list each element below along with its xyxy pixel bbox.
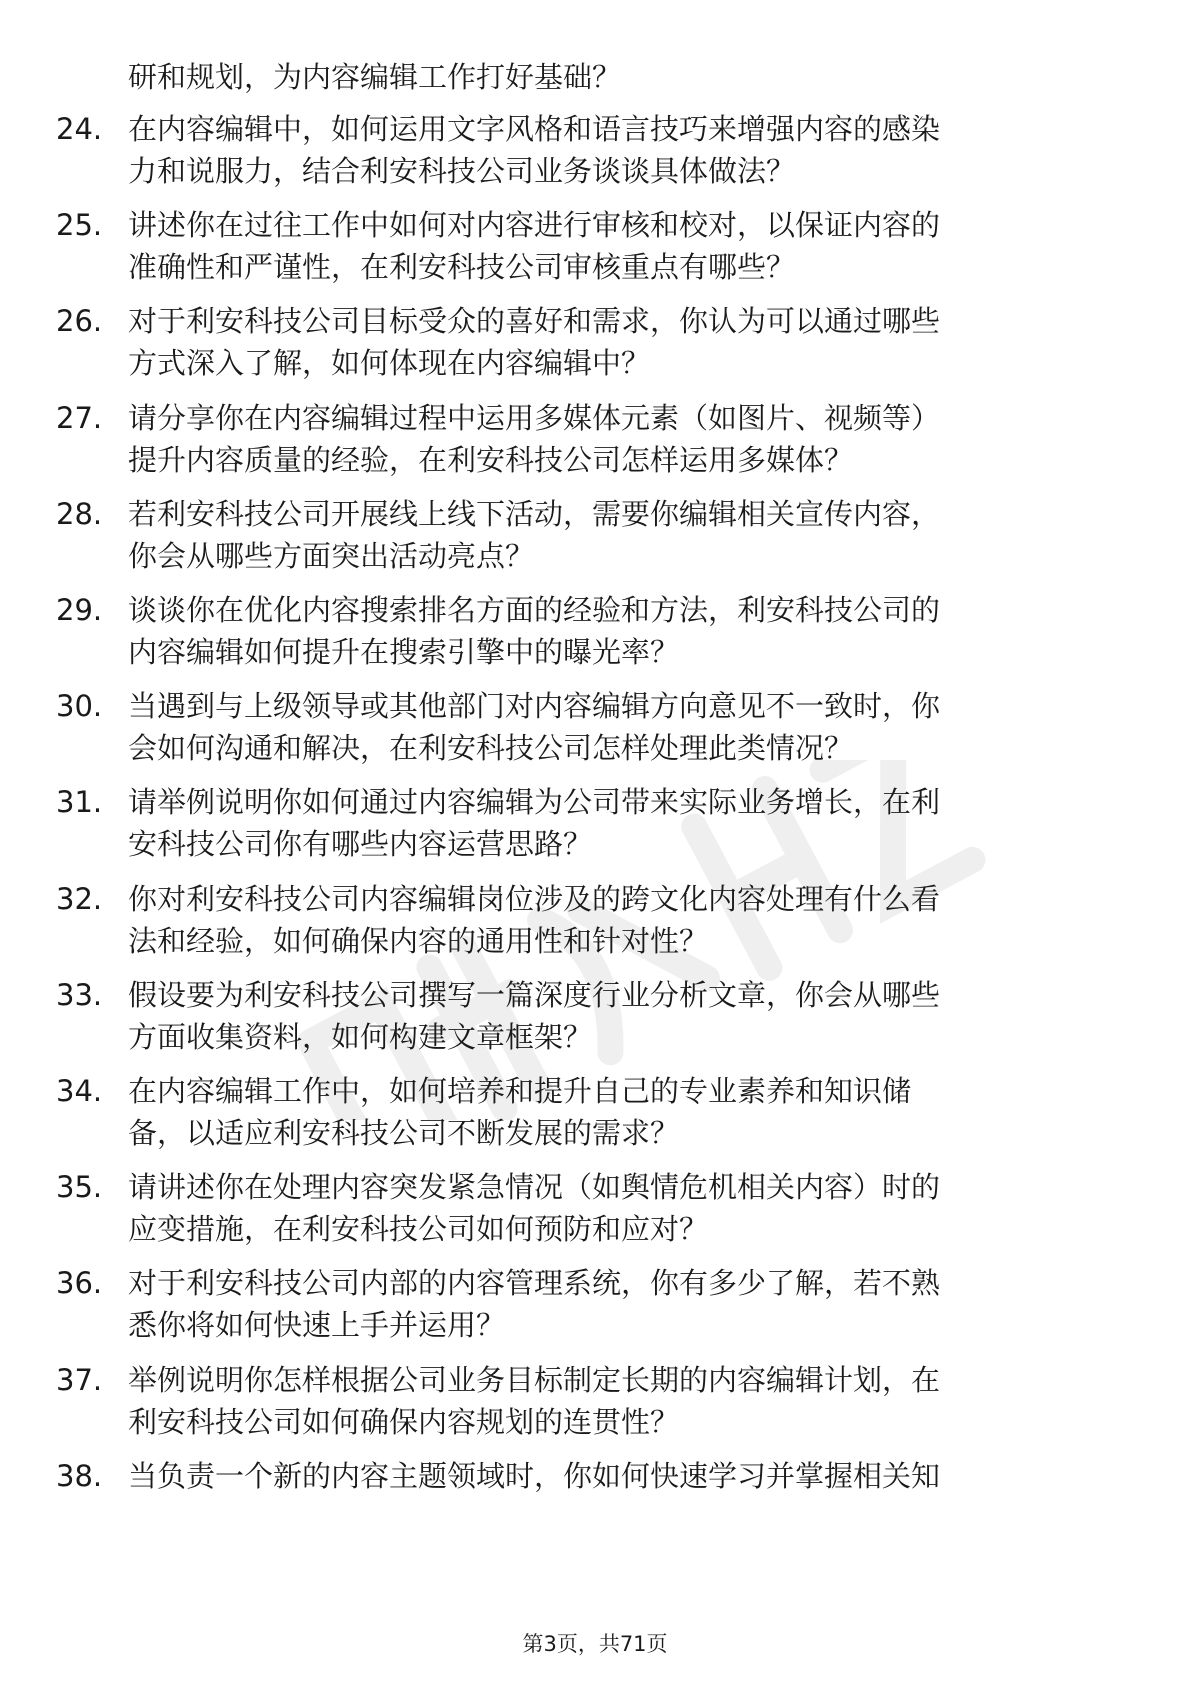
question-line: 假设要为利安科技公司撰写一篇深度行业分析文章，你会从哪些 — [128, 977, 941, 1012]
question-text — [128, 1166, 1128, 1250]
question-text — [128, 493, 1128, 577]
question-line: 对于利安科技公司目标受众的喜好和需求，你认为可以通过哪些 — [128, 304, 941, 339]
continuation-line: 研和规划，为内容编辑工作打好基础？ — [128, 60, 622, 94]
question-number: 37. — [56, 1362, 103, 1397]
question-number: 25. — [56, 208, 103, 243]
question-text — [128, 1262, 1128, 1346]
question-line: 方面收集资料，如何构建文章框架？ — [128, 1019, 593, 1054]
question-line: 力和说服力，结合利安科技公司业务谈谈具体做法？ — [128, 154, 796, 188]
question-line: 当负责一个新的内容主题领域时，你如何快速学习并掌握相关知 — [128, 1458, 941, 1493]
question-line: 你对利安科技公司内容编辑岗位涉及的跨文化内容处理有什么看 — [128, 881, 941, 916]
question-number: 36. — [56, 1266, 103, 1301]
question-line: 内容编辑如何提升在搜索引擎中的曝光率？ — [128, 635, 680, 669]
question-number: 38. — [56, 1458, 103, 1493]
question-line: 方式深入了解，如何体现在内容编辑中？ — [128, 346, 651, 381]
question-text — [128, 1455, 1128, 1497]
question-line: 在内容编辑工作中，如何培养和提升自己的专业素养和知识储 — [128, 1074, 912, 1108]
question-text — [128, 781, 1128, 865]
question-line: 谈谈你在优化内容搜索排名方面的经验和方法，利安科技公司的 — [128, 593, 941, 627]
question-text — [128, 204, 1128, 288]
question-line: 法和经验，如何确保内容的通用性和针对性？ — [128, 923, 709, 958]
question-text — [128, 589, 1128, 673]
question-line: 应变措施，在利安科技公司如何预防和应对？ — [128, 1212, 709, 1247]
question-number: 27. — [56, 400, 103, 435]
question-number: 33. — [56, 977, 103, 1012]
question-line: 提升内容质量的经验，在利安科技公司怎样运用多媒体？ — [128, 442, 854, 477]
question-number: 31. — [56, 785, 103, 820]
question-number: 30. — [56, 689, 103, 724]
question-text — [128, 878, 1128, 962]
question-number: 28. — [56, 496, 103, 531]
question-text — [128, 685, 1128, 769]
question-line: 备，以适应利安科技公司不断发展的需求？ — [128, 1116, 680, 1150]
question-text — [128, 974, 1128, 1058]
question-number: 29. — [56, 593, 103, 627]
question-line: 请讲述你在处理内容突发紧急情况（如舆情危机相关内容）时的 — [128, 1170, 941, 1205]
question-line: 举例说明你怎样根据公司业务目标制定长期的内容编辑计划，在 — [128, 1362, 941, 1397]
question-line: 准确性和严谨性，在利安科技公司审核重点有哪些？ — [128, 250, 796, 285]
question-text — [128, 108, 1128, 192]
question-line: 悉你将如何快速上手并运用？ — [128, 1308, 506, 1343]
question-line: 当遇到与上级领导或其他部门对内容编辑方向意见不一致时，你 — [128, 689, 941, 724]
question-line: 对于利安科技公司内部的内容管理系统，你有多少了解，若不熟 — [128, 1266, 941, 1301]
question-text — [128, 397, 1128, 481]
question-text — [128, 1070, 1128, 1154]
question-line: 请举例说明你如何通过内容编辑为公司带来实际业务增长，在利 — [128, 785, 941, 820]
question-text — [128, 300, 1128, 384]
question-line: 若利安科技公司开展线上线下活动，需要你编辑相关宣传内容， — [128, 496, 941, 531]
question-line: 利安科技公司如何确保内容规划的连贯性？ — [128, 1404, 680, 1439]
page-footer: 第3页，共71页 — [522, 1632, 668, 1656]
question-number: 26. — [56, 304, 103, 339]
question-number: 32. — [56, 881, 103, 916]
question-number: 35. — [56, 1170, 103, 1205]
question-line: 请分享你在内容编辑过程中运用多媒体元素（如图片、视频等） — [128, 400, 941, 435]
question-number: 24. — [56, 112, 103, 146]
question-line: 会如何沟通和解决，在利安科技公司怎样处理此类情况？ — [128, 731, 854, 766]
question-line: 讲述你在过往工作中如何对内容进行审核和校对，以保证内容的 — [128, 208, 941, 243]
question-line: 你会从哪些方面突出活动亮点？ — [128, 538, 535, 573]
question-line: 安科技公司你有哪些内容运营思路？ — [128, 827, 593, 862]
question-text — [128, 1359, 1128, 1443]
question-line: 在内容编辑中，如何运用文字风格和语言技巧来增强内容的感染 — [128, 112, 941, 146]
question-number: 34. — [56, 1074, 103, 1108]
